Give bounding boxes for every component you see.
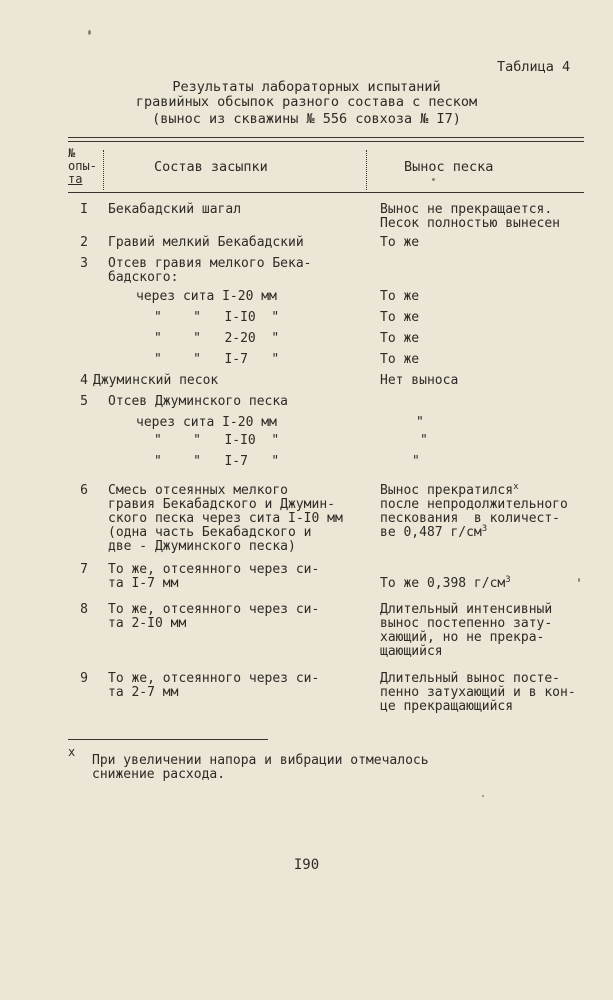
row-composition-line: " " 2-20 " (154, 331, 280, 346)
row-result-line (416, 416, 424, 430)
row-number: 7 (80, 562, 88, 577)
title-line-2: гравийных обсыпок разного состава с песком (135, 94, 478, 110)
paper-speck (88, 30, 91, 35)
superscript: 3 (505, 575, 511, 585)
row-result-text: Песок полностью вынесен (380, 216, 561, 231)
row-number: 9 (80, 671, 88, 686)
row-result-text: " (420, 433, 428, 448)
row-result-text: То же (380, 310, 420, 325)
row-result-line (380, 374, 458, 388)
table-label: Таблица 4 (497, 59, 571, 75)
paper-speck (432, 178, 435, 181)
row-result-text: щающийся (380, 644, 443, 659)
row-result-line (380, 217, 560, 231)
row-composition-line: Джуминский песок (93, 373, 219, 388)
row-result-text: ве 0,487 г/см (380, 525, 482, 540)
row-result-text: То же 0,398 г/см (380, 576, 506, 591)
header-number: № опы- та (68, 146, 97, 186)
row-result-text: Длительный интенсивный (380, 602, 553, 617)
row-number: 2 (80, 235, 88, 250)
page-number: I90 (293, 857, 320, 873)
row-composition-line: " " I-7 " (154, 454, 280, 469)
row-composition-line: (одна часть Бекабадского и (108, 525, 312, 540)
row-composition-line: Бекабадский шагал (108, 202, 242, 217)
row-result-line (380, 498, 568, 512)
row-result-line (420, 434, 428, 448)
row-result-text: хающий, но не прекра- (380, 630, 545, 645)
row-composition-line: та I-7 мм (108, 576, 179, 591)
header-result: Вынос песка (404, 159, 494, 175)
row-result-line (380, 672, 560, 686)
row-result-text: пескования в количест- (380, 511, 561, 526)
row-result-text: Длительный вынос посте- (380, 671, 561, 686)
footnote-mark: x (68, 745, 76, 759)
row-composition-line: через сита I-20 мм (136, 289, 277, 304)
row-composition-line: две - Джуминского песка) (108, 539, 296, 554)
title-line-1: Результаты лабораторных испытаний (172, 79, 441, 95)
row-result-line (380, 645, 443, 659)
row-composition-line: Отсев гравия мелкого Бека- (108, 256, 312, 271)
row-number: 3 (80, 256, 88, 271)
row-result-line (380, 617, 552, 631)
row-result-line (380, 603, 552, 617)
row-composition-line: Смесь отсеянных мелкого (108, 483, 289, 498)
row-result-text: Нет выноса (380, 373, 459, 388)
row-result-text: " (416, 415, 424, 430)
row-composition-line: То же, отсеянного через си- (108, 671, 320, 686)
row-result-line (380, 236, 419, 250)
header-separator-1 (103, 150, 104, 190)
header-separator-2 (366, 150, 367, 190)
row-composition-line: " " I-I0 " (154, 310, 280, 325)
row-number: I (80, 202, 88, 217)
superscript: x (513, 482, 519, 492)
header-composition: Состав засыпки (154, 159, 268, 175)
row-number: 6 (80, 483, 88, 498)
row-result-text: " (412, 454, 420, 469)
row-composition-line: бадского: (108, 270, 179, 285)
row-result-line (380, 700, 513, 714)
row-result-line (380, 526, 487, 540)
row-composition-line: Гравий мелкий Бекабадский (108, 235, 304, 250)
table-top-rule (68, 137, 584, 142)
row-composition-line: та 2-I0 мм (108, 616, 187, 631)
row-result-line (380, 311, 419, 325)
row-composition-line: То же, отсеянного через си- (108, 602, 320, 617)
row-result-text: Вынос прекратился (380, 483, 514, 498)
row-composition-line: То же, отсеянного через си- (108, 562, 320, 577)
paper-speck (482, 795, 484, 797)
row-result-text: То же (380, 331, 420, 346)
title-line-3: (вынос из скважины № 556 совхоза № I7) (152, 111, 461, 127)
row-result-text: после непродолжительного (380, 497, 568, 512)
row-number: 4 (80, 373, 88, 388)
footnote-rule (68, 739, 268, 740)
row-number: 5 (80, 394, 88, 409)
row-result-line (380, 631, 544, 645)
row-result-text: вынос постепенно зату- (380, 616, 553, 631)
row-composition-line: " " I-7 " (154, 352, 280, 367)
row-result-text: Вынос не прекращается. (380, 202, 553, 217)
row-composition-line: ского песка через сита I-I0 мм (108, 511, 343, 526)
row-result-line (380, 332, 419, 346)
row-result-line (380, 512, 560, 526)
row-result-text: То же (380, 289, 420, 304)
row-result-text: То же (380, 352, 420, 367)
row-result-text: це прекращающийся (380, 699, 514, 714)
row-result-line (380, 577, 511, 591)
paper-speck (578, 578, 580, 582)
row-result-line (412, 455, 420, 469)
row-result-line (380, 686, 576, 700)
row-composition-line: Отсев Джуминского песка (108, 394, 289, 409)
row-result-line (380, 484, 518, 498)
row-number: 8 (80, 602, 88, 617)
row-result-text: То же (380, 235, 420, 250)
row-result-line (380, 203, 552, 217)
row-composition-line: через сита I-20 мм (136, 415, 277, 430)
row-composition-line: та 2-7 мм (108, 685, 179, 700)
row-result-text: пенно затухающий и в кон- (380, 685, 576, 700)
header-bottom-rule (68, 192, 584, 193)
row-composition-line: " " I-I0 " (154, 433, 280, 448)
row-composition-line: гравия Бекабадского и Джумин- (108, 497, 335, 512)
row-result-line (380, 290, 419, 304)
row-result-line (380, 353, 419, 367)
superscript: 3 (481, 524, 488, 534)
footnote-text: При увеличении напора и вибрации отмечалось снижение расхода. (92, 753, 429, 782)
